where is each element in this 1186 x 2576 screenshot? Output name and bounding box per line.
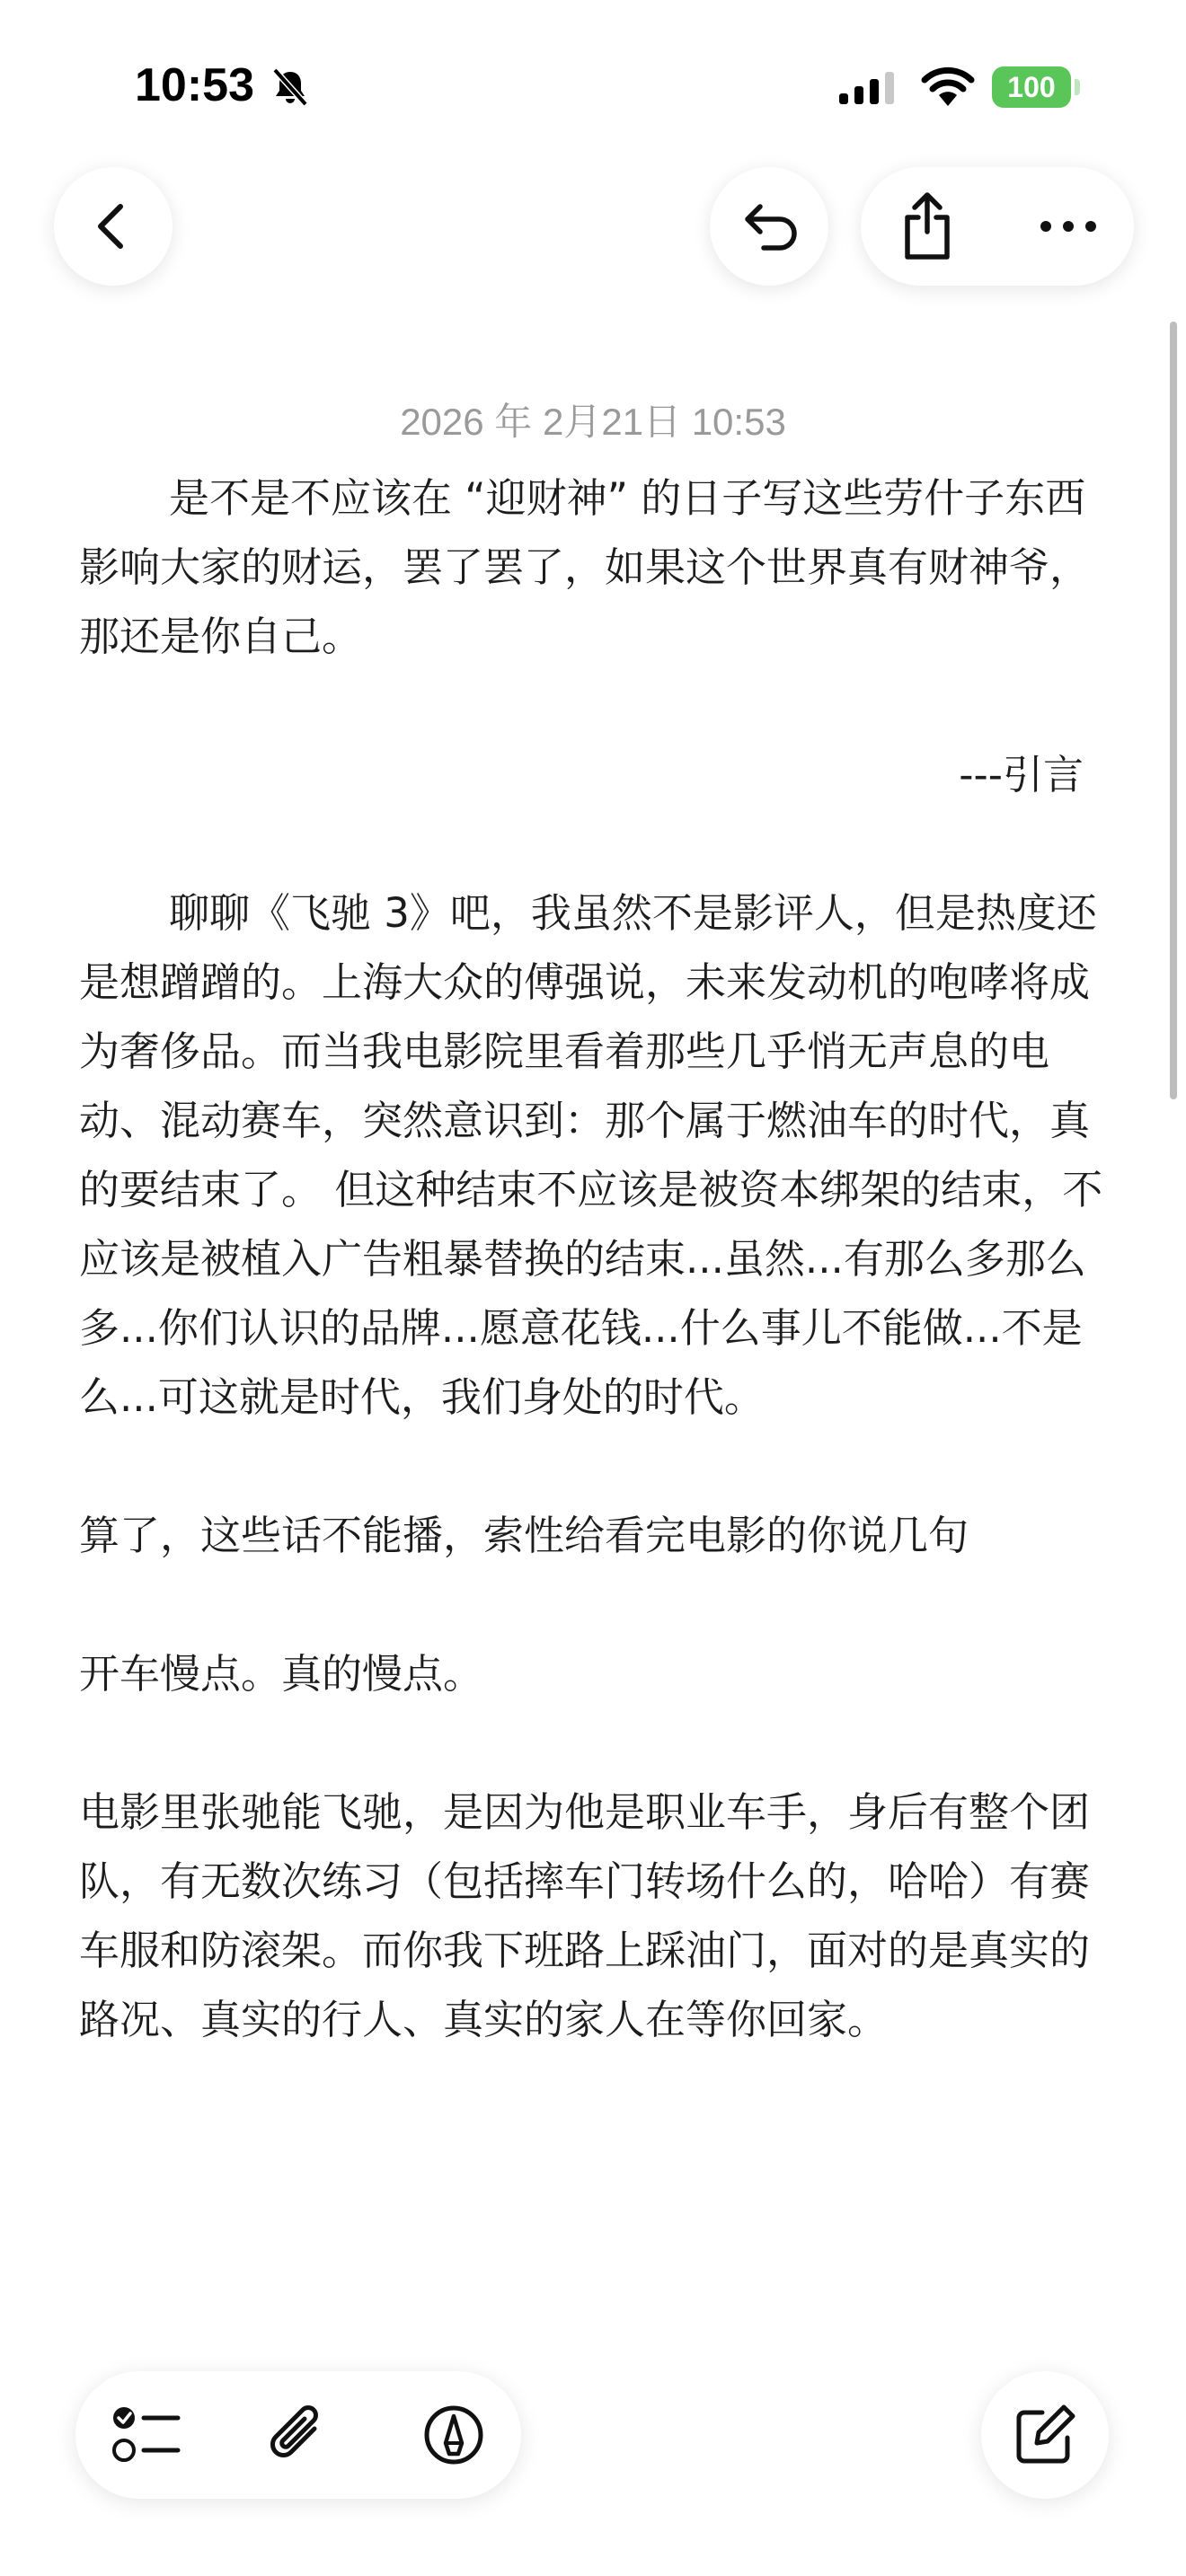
share-icon[interactable]	[895, 190, 960, 262]
back-button[interactable]	[54, 167, 173, 286]
share-more-group	[861, 167, 1134, 286]
compose-icon	[1012, 2402, 1078, 2468]
note-paragraph-closing: 电影里张驰能飞驰，是因为他是职业车手，身后有整个团队，有无数次练习（包括摔车门转场什么的，哈哈）有赛车服和防滚架。而你我下班路上踩油门，面对的是真实的路况、真实的行人、真实的家人在等你回家。	[79, 1788, 1091, 2043]
battery-indicator: 100	[992, 66, 1071, 108]
undo-button[interactable]	[710, 167, 828, 286]
note-paragraph-aside: 算了，这些话不能播，索性给看完电影的你说几句	[79, 1512, 969, 1559]
bell-slash-icon	[270, 66, 311, 108]
note-paragraph-signature: ---引言	[959, 751, 1084, 798]
paperclip-icon[interactable]	[264, 2402, 329, 2470]
note-paragraph-main: 聊聊《飞驰 3》吧，我虽然不是影评人，但是热度还是想蹭蹭的。上海大众的傅强说，未来发动机的咆哮将成为奢侈品。而当我电影院里看着那些几乎悄无声息的电动、混动赛车，突然意识到：那个属于燃油车的时代，真的要结束了。 但这种结束不应该是被资本绑架的结束，不应该是被植入广告粗暴替换的结束...虽然...有那么多那么多...你们认识的品牌...愿意花钱...什么事儿不能做...不是么...可这就是时代，我们身处的时代。	[79, 889, 1103, 1421]
more-icon[interactable]	[1037, 216, 1100, 237]
checklist-icon[interactable]	[111, 2404, 183, 2466]
battery-tip	[1075, 79, 1080, 95]
wifi-icon	[920, 65, 976, 108]
markup-pen-icon[interactable]	[422, 2404, 485, 2466]
bottom-toolbar	[75, 2371, 521, 2499]
compose-button[interactable]	[981, 2371, 1109, 2499]
cellular-signal-icon	[839, 70, 897, 106]
status-time: 10:53	[135, 59, 254, 111]
undo-icon	[737, 198, 801, 255]
note-paragraph-slow-down: 开车慢点。真的慢点。	[79, 1650, 484, 1698]
note-paragraph-intro: 是不是不应该在 “迎财神” 的日子写这些劳什子东西影响大家的财运，罢了罢了，如果这个世界真有财神爷，那还是你自己。	[79, 474, 1091, 660]
note-body[interactable]	[79, 463, 1112, 2054]
chevron-left-icon	[90, 201, 137, 251]
note-date: 2026 年 2月21日 10:53	[400, 401, 786, 443]
